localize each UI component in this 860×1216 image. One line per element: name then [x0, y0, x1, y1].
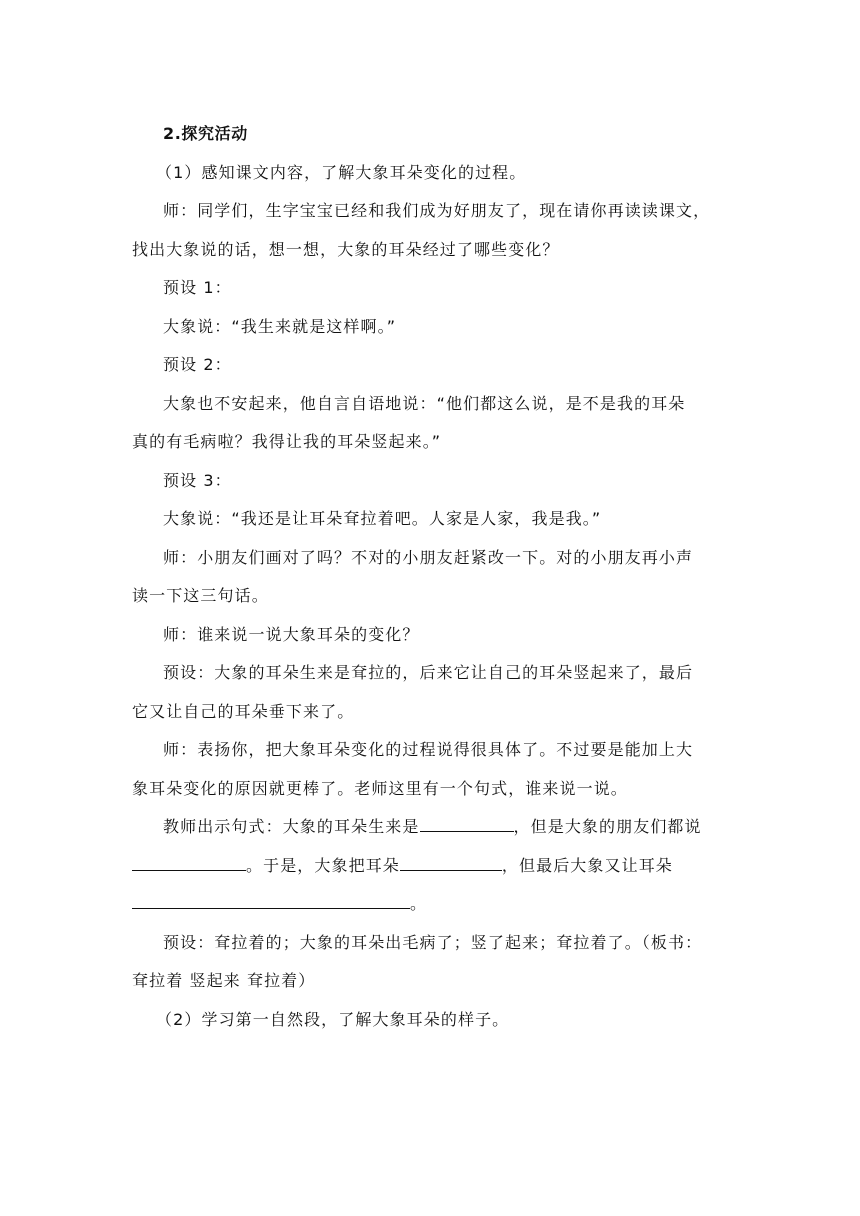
pattern-text: ，但是大象的朋友们都说	[513, 817, 702, 836]
paragraph-line: 师：表扬你，把大象耳朵变化的过程说得很具体了。不过要是能加上大	[163, 740, 694, 759]
pattern-text: ，但最后大象又让耳朵	[501, 855, 673, 875]
pattern-text: 。于是，大象把耳朵	[246, 855, 400, 875]
paragraph-line: 预设：大象的耳朵生来是耷拉的，后来它让自己的耳朵竖起来了，最后	[163, 663, 694, 682]
preset-1-label: 预设 1：	[163, 278, 232, 297]
fill-blank	[420, 817, 514, 832]
paragraph-line	[132, 885, 732, 924]
pattern-text: 教师出示句式：大象的耳朵生来是	[163, 817, 420, 836]
paragraph-line: 它又让自己的耳朵垂下来了。	[132, 701, 355, 721]
paragraph-line: 预设：耷拉着的；大象的耳朵出毛病了；竖了起来；耷拉着了。（板书：	[163, 932, 703, 952]
subsection-2-heading: （2）学习第一自然段，了解大象耳朵的样子。	[156, 1009, 510, 1029]
paragraph-line	[132, 847, 732, 886]
paragraph-line: 师：小朋友们画对了吗？不对的小朋友赶紧改一下。对的小朋友再小声	[163, 547, 694, 567]
preset-answer-paragraph	[132, 654, 732, 731]
paragraph-line: 找出大象说的话，想一想，大象的耳朵经过了哪些变化？	[132, 239, 560, 259]
subsection-1-heading: （1）感知课文内容，了解大象耳朵变化的过程。	[156, 162, 527, 182]
preset-3-label: 预设 3：	[163, 470, 232, 490]
preset-2-label: 预设 2：	[163, 355, 232, 374]
paragraph-line: 耷拉着 竖起来 耷拉着）	[132, 971, 316, 990]
document-body	[132, 115, 732, 1039]
paragraph-line	[132, 808, 732, 847]
paragraph-line: 真的有毛病啦？我得让我的耳朵竖起来。”	[132, 432, 442, 451]
preset-3-text: 大象说：“我还是让耳朵耷拉着吧。人家是人家，我是我。”	[163, 509, 602, 528]
teacher-check-paragraph	[132, 539, 732, 616]
teacher-praise-paragraph	[132, 731, 732, 808]
paragraph-line: 大象也不安起来，他自言自语地说：“他们都这么说，是不是我的耳朵	[163, 393, 686, 413]
teacher-question-paragraph	[132, 192, 732, 269]
paragraph-line: 师：同学们，生字宝宝已经和我们成为好朋友了，现在请你再读读课文，	[163, 201, 711, 220]
paragraph-line: 象耳朵变化的原因就更棒了。老师这里有一个句式，谁来说一说。	[132, 778, 628, 798]
fill-blank	[400, 856, 502, 871]
preset-pattern-answer-paragraph	[132, 924, 732, 1001]
sentence-pattern-paragraph	[132, 808, 732, 924]
fill-blank	[132, 894, 410, 909]
fill-blank	[132, 856, 246, 871]
teacher-prompt: 师：谁来说一说大象耳朵的变化？	[163, 624, 420, 644]
section-title: 2.探究活动	[163, 124, 248, 143]
pattern-text: 。	[410, 894, 428, 913]
preset-2-paragraph	[132, 385, 732, 462]
paragraph-line: 读一下这三句话。	[132, 586, 269, 605]
preset-1-text: 大象说：“我生来就是这样啊。”	[163, 316, 397, 336]
